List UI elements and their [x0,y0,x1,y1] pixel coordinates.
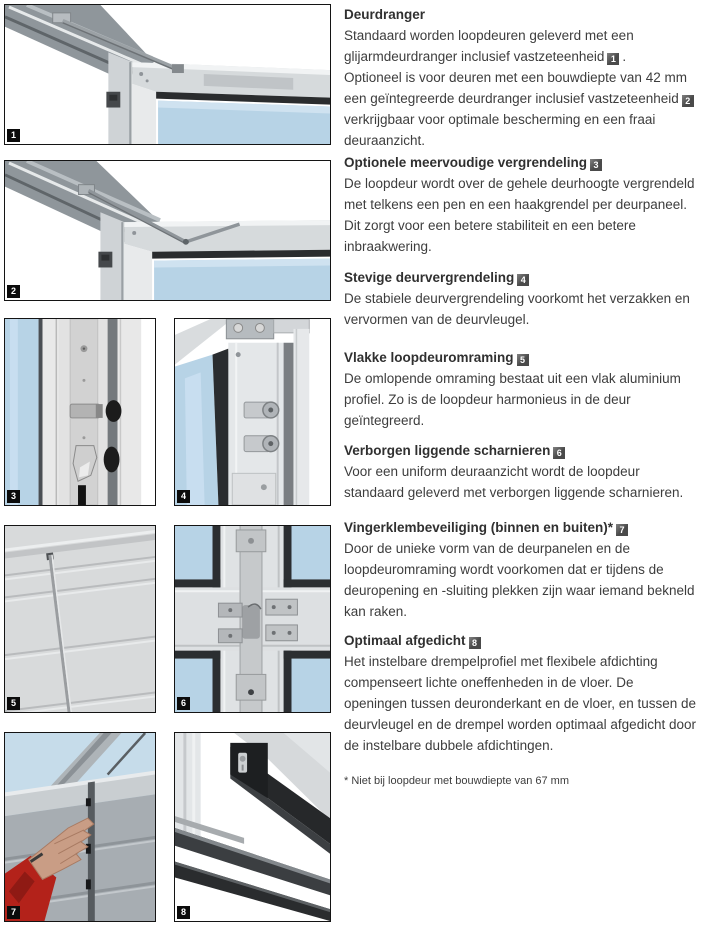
heading-text: Optimaal afgedicht [344,633,466,648]
section-finger-protection [344,517,698,622]
door-closer-glide-arm-photo [5,5,330,144]
figure-number-badge: 8 [177,906,190,919]
section-heading [344,152,698,173]
ref-badge-4: 4 [517,274,529,286]
section-sturdy-locking [344,267,698,330]
section-door-closer [344,4,698,151]
ref-badge-5: 5 [517,354,529,366]
figure-door-closer-glide-arm [4,4,331,145]
figure-finger-trap-protection [4,732,156,922]
section-body: De loopdeur wordt over de gehele deurhoogte vergrendeld met telkens een pen en een haakgrendel per deurpaneel. Dit zorgt voor een betere stabiliteit en een betere inbraakwering. [344,176,695,254]
section-multiple-locking [344,152,698,257]
section-body [344,25,698,151]
section-body: De omlopende omraming bestaat uit een vlak aluminium profiel. Zo is de loopdeur harmonieus in de deur geïntegreerd. [344,371,681,428]
body-text: Standaard worden loopdeuren geleverd met een glijarmdeurdranger inclusief vastzeteenheid [344,28,634,64]
heading-text: Verborgen liggende scharnieren [344,443,551,458]
ref-badge-8: 8 [469,637,481,649]
flat-door-frame-photo [5,526,155,712]
ref-badge-7: 7 [616,524,628,536]
section-body: De stabiele deurvergrendeling voorkomt het verzakken en vervormen van de deurvleugel. [344,291,690,327]
ref-badge-6: 6 [553,447,565,459]
section-heading [344,347,698,368]
figure-threshold-profile [174,732,331,922]
section-flat-frame [344,347,698,431]
body-text: Optioneel is voor deuren met een bouwdiepte van 42 mm een geïntegreerde deurdranger inclusief vastzeteenheid [344,70,687,106]
section-body: Voor een uniform deuraanzicht wordt de loopdeur standaard geleverd met verborgen liggende scharnieren. [344,464,684,500]
section-heading: Deurdranger [344,7,426,22]
heading-text: Vlakke loopdeuromraming [344,350,514,365]
ref-badge-2: 2 [682,95,694,107]
figure-door-closer-integrated [4,160,331,301]
finger-trap-protection-photo [5,733,155,921]
figure-number-badge: 4 [177,490,190,503]
figure-flat-door-frame [4,525,156,713]
heading-text: Optionele meervoudige vergrendeling [344,155,588,170]
section-heading [344,440,698,461]
figure-multi-point-lock [4,318,156,506]
multi-point-lock-photo [5,319,155,505]
section-heading [344,517,698,538]
figure-number-badge: 5 [7,697,20,710]
concealed-hinges-photo [175,526,330,712]
body-text: . [622,49,627,64]
ref-badge-1: 1 [607,53,619,65]
section-optimal-sealing [344,630,698,756]
ref-badge-3: 3 [590,159,602,171]
figure-number-badge: 3 [7,490,20,503]
threshold-profile-photo [175,733,330,921]
figure-number-badge: 2 [7,285,20,298]
heading-text: Stevige deurvergrendeling [344,270,515,285]
figure-number-badge: 6 [177,697,190,710]
section-heading [344,630,698,651]
figure-number-badge: 1 [7,129,20,142]
footnote: * Niet bij loopdeur met bouwdiepte van 67 mm [344,775,570,787]
section-concealed-hinges [344,440,698,503]
section-body: Door de unieke vorm van de deurpanelen en de loopdeuromraming wordt voorkomen dat er tijdens de deuropening en -sluiting plekken zijn waar iemand bekneld kan raken. [344,541,695,619]
figure-door-locking-pins [174,318,331,506]
door-closer-integrated-photo [5,161,330,300]
body-text: verkrijgbaar voor optimale bescherming en een fraai deuraanzicht. [344,112,656,148]
door-locking-pins-photo [175,319,330,505]
heading-text: Vingerklembeveiliging (binnen en buiten)* [344,520,614,535]
section-body: Het instelbare drempelprofiel met flexibele afdichting compenseert lichte oneffenheden in de vloer. De openingen tussen deuronderkant en de vloer, en tussen de deurvleugel en de drempel worden optimaal afgedicht door de instelbare dubbele afdichtingen. [344,654,697,753]
figure-number-badge: 7 [7,906,20,919]
figure-concealed-hinges [174,525,331,713]
section-heading [344,267,698,288]
